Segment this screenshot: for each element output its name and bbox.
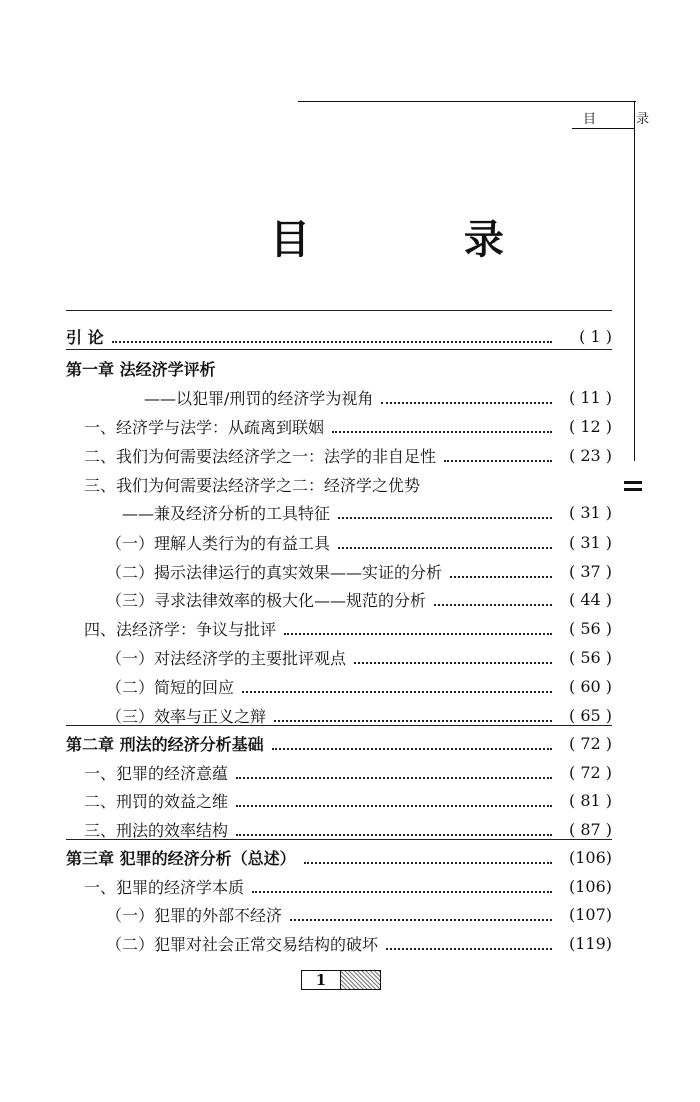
toc-entry-page: ( 31 ) xyxy=(568,503,612,522)
toc-entry-page: ( 31 ) xyxy=(568,533,612,552)
toc-entry-title: 三、刑法的效率结构 xyxy=(84,821,229,840)
toc-entry-title: 第三章 犯罪的经济分析（总述） xyxy=(66,849,296,868)
toc-entry-title: 一、犯罪的经济学本质 xyxy=(84,878,245,897)
toc-entry xyxy=(66,585,612,614)
toc-entry xyxy=(66,786,612,815)
toc-entry-title: （一）对法经济学的主要批评观点 xyxy=(106,649,347,668)
toc-entry-page: ( 72 ) xyxy=(568,734,612,753)
toc-entry-page: ( 12 ) xyxy=(568,417,612,436)
toc-leader-dots xyxy=(290,919,552,921)
page-number-hatch xyxy=(341,971,380,989)
toc-top-rule xyxy=(66,310,612,311)
toc-entry-page: ( 44 ) xyxy=(568,590,612,609)
toc-leader-dots xyxy=(242,691,552,693)
toc-entry-title: （二）揭示法律运行的真实效果——实证的分析 xyxy=(106,563,443,582)
toc-entry-title: 一、犯罪的经济意蕴 xyxy=(84,764,229,783)
toc-entry-title: 第二章 刑法的经济分析基础 xyxy=(66,735,264,754)
toc-leader-dots xyxy=(236,777,552,779)
toc-entry-page: ( 1 ) xyxy=(579,327,612,346)
toc-entry-title: （三）效率与正义之辩 xyxy=(106,707,267,726)
toc-entry-page: (106) xyxy=(568,877,612,896)
toc-leader-dots xyxy=(338,547,552,549)
toc-entry-title: ——兼及经济分析的工具特征 xyxy=(122,504,331,523)
toc-entry xyxy=(66,470,612,499)
header-vertical-rule xyxy=(634,101,635,461)
toc-entry xyxy=(66,498,612,527)
toc-entry-title: 一、经济学与法学：从疏离到联姻 xyxy=(84,418,325,437)
toc-leader-dots xyxy=(252,891,552,893)
chapter-divider xyxy=(66,839,612,840)
toc-entry xyxy=(66,672,612,701)
toc-leader-dots xyxy=(381,402,552,404)
thumb-index-mark xyxy=(624,488,642,491)
toc-entry-title: 引 论 xyxy=(66,328,104,347)
toc-leader-dots xyxy=(338,517,552,519)
toc-leader-dots xyxy=(284,633,552,635)
toc-leader-dots xyxy=(236,805,552,807)
toc-entry xyxy=(66,929,612,958)
toc-entry-title: （二）简短的回应 xyxy=(106,678,235,697)
toc-leader-dots xyxy=(434,604,552,606)
toc-entry xyxy=(66,528,612,557)
toc-entry-page: (107) xyxy=(568,905,612,924)
toc-leader-dots xyxy=(386,948,552,950)
toc-entry-page: ( 72 ) xyxy=(568,763,612,782)
toc-leader-dots xyxy=(332,431,552,433)
toc-entry xyxy=(66,729,612,758)
toc-entry-title: （三）寻求法律效率的极大化——规范的分析 xyxy=(106,591,427,610)
header-underline xyxy=(572,128,634,129)
toc-entry xyxy=(66,872,612,901)
toc-entry-page: ( 23 ) xyxy=(568,446,612,465)
toc-entry-page: (106) xyxy=(568,848,612,867)
toc-leader-dots xyxy=(112,341,552,343)
toc-leader-dots xyxy=(274,720,552,722)
toc-leader-dots xyxy=(304,862,552,864)
toc-entry xyxy=(66,758,612,787)
toc-entry-title: （一）犯罪的外部不经济 xyxy=(106,906,283,925)
toc-entry xyxy=(66,614,612,643)
toc-entry-page: ( 81 ) xyxy=(568,791,612,810)
toc-entry-title: 四、法经济学：争议与批评 xyxy=(84,620,277,639)
toc-leader-dots xyxy=(354,662,552,664)
toc-entry-page: ( 56 ) xyxy=(568,619,612,638)
toc-leader-dots xyxy=(236,834,552,836)
toc-entry-page: ( 37 ) xyxy=(568,562,612,581)
toc-entry xyxy=(66,322,612,351)
toc-entry-title: ——以犯罪/刑罚的经济学为视角 xyxy=(144,389,374,408)
toc-entry-title: 二、刑罚的效益之维 xyxy=(84,792,229,811)
toc-entry xyxy=(66,843,612,872)
toc-entry-title: （一）理解人类行为的有益工具 xyxy=(106,534,331,553)
toc-entry-page: (119) xyxy=(568,934,612,953)
toc-entry-page: ( 65 ) xyxy=(568,706,612,725)
toc-entry xyxy=(66,441,612,470)
toc-entry xyxy=(66,643,612,672)
toc-entry-page: ( 56 ) xyxy=(568,648,612,667)
toc-entry-title: 二、我们为何需要法经济学之一：法学的非自足性 xyxy=(84,447,437,466)
toc-entry-page: ( 11 ) xyxy=(568,388,612,407)
toc-entry-page: ( 87 ) xyxy=(568,820,612,839)
toc-entry-title: 三、我们为何需要法经济学之二：经济学之优势 xyxy=(84,476,421,495)
header-rule xyxy=(298,101,636,102)
page-number-box xyxy=(301,970,381,990)
toc-entry-title: 第一章 法经济学评析 xyxy=(66,360,216,379)
toc-entry xyxy=(66,383,612,412)
toc-entry xyxy=(66,557,612,586)
toc-entry-page: ( 60 ) xyxy=(568,677,612,696)
thumb-index-mark xyxy=(624,481,642,484)
toc-entry xyxy=(66,412,612,441)
chapter-divider xyxy=(66,725,612,726)
running-header: 目 录 xyxy=(583,112,668,127)
toc-entry-title: （二）犯罪对社会正常交易结构的破坏 xyxy=(106,935,379,954)
toc-entry xyxy=(66,900,612,929)
page-number: 1 xyxy=(302,971,341,989)
toc-leader-dots xyxy=(450,576,552,578)
chapter-divider xyxy=(66,349,612,350)
toc-entry xyxy=(66,354,612,383)
toc-leader-dots xyxy=(444,460,552,462)
toc-leader-dots xyxy=(272,748,552,750)
page-title: 目 录 xyxy=(270,217,574,263)
